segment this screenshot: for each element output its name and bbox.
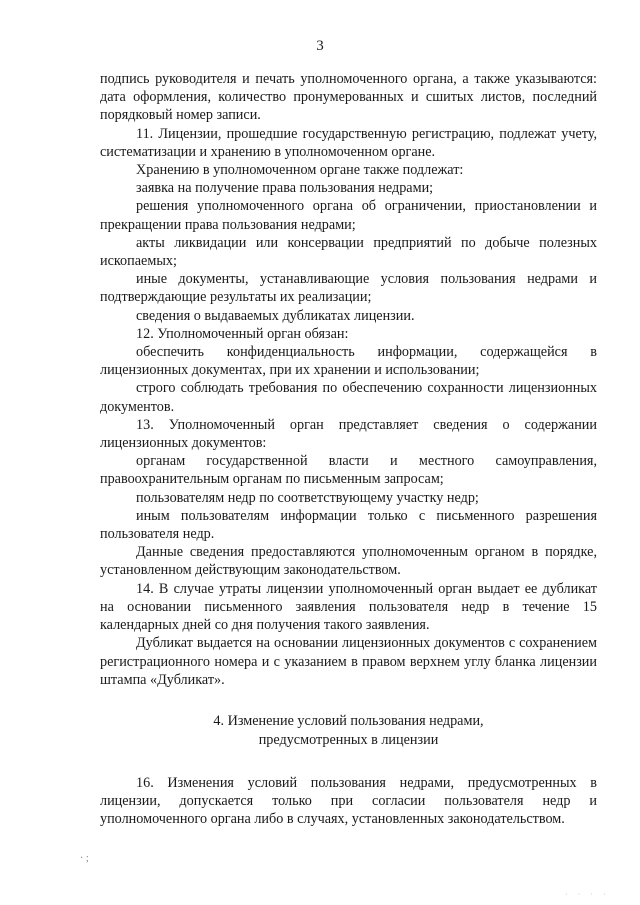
document-body (100, 70, 597, 829)
paragraph: сведения о выдаваемых дубликатах лицензии. (136, 307, 415, 324)
paragraph: иные документы, устанавливающие условия пользования недрами и подтверждающие результаты их реализации; (100, 271, 597, 306)
paragraph: 14. В случае утраты лицензии уполномоченный орган выдает ее дубликат на основании письменного заявления пользователя недр в течение 15 календарных дней со дня получения такого заявления. (100, 580, 597, 634)
paragraph: 11. Лицензии, прошедшие государственную регистрацию, подлежат учету, систематизации и хранению в уполномоченном органе. (100, 125, 597, 160)
paragraph: иным пользователям информации только с письменного разрешения пользователя недр. (100, 507, 597, 543)
paragraph: Данные сведения предоставляются уполномоченным органом в порядке, установленном действующим законодательством. (100, 544, 597, 579)
paragraph: 13. Уполномоченный орган представляет сведения о содержании лицензионных документов: (100, 416, 597, 452)
paragraph: обеспечить конфиденциальность информации, содержащейся в лицензионных документах, при их хранении и использовании; (100, 344, 597, 379)
paragraph: акты ликвидации или консервации предприятий по добыче полезных ископаемых; (100, 234, 597, 270)
section-heading-line-1: 4. Изменение условий пользования недрами, (213, 712, 484, 729)
section-heading (100, 712, 597, 750)
paragraph: Дубликат выдается на основании лицензионных документов с сохранением регистрационного номера и с указанием в правом верхнем углу бланка лицензии штампа «Дубликат». (100, 635, 597, 688)
paragraph: строго соблюдать требования по обеспечению сохранности лицензионных документов. (100, 380, 597, 415)
paragraph: органам государственной власти и местного самоуправления, правоохранительным органам по письменным запросам; (100, 453, 597, 488)
page-number: 3 (316, 38, 324, 54)
paragraph: подпись руководителя и печать уполномоченного органа, а также указываются: дата оформления, количество пронумерованных и сшитых листов, последний порядковый номер записи. (100, 71, 597, 124)
paragraph: решения уполномоченного органа об ограничении, приостановлении и прекращении права пользования недрами; (100, 198, 597, 233)
paragraph: Хранению в уполномоченном органе также подлежат: (136, 162, 464, 179)
paragraph: 12. Уполномоченный орган обязан: (136, 325, 349, 342)
scan-dots-decoration: · · · · (565, 890, 610, 899)
section-heading-line-2: предусмотренных в лицензии (258, 731, 439, 748)
paragraph: заявка на получение права пользования недрами; (136, 180, 434, 197)
scan-artifact: · ; (80, 853, 89, 864)
paragraph: 16. Изменения условий пользования недрами, предусмотренных в лицензии, допускается только при согласии пользователя недр и уполномоченного органа либо в случаях, установленных законодательством. (100, 774, 597, 828)
paragraph: пользователям недр по соответствующему участку недр; (136, 489, 479, 506)
